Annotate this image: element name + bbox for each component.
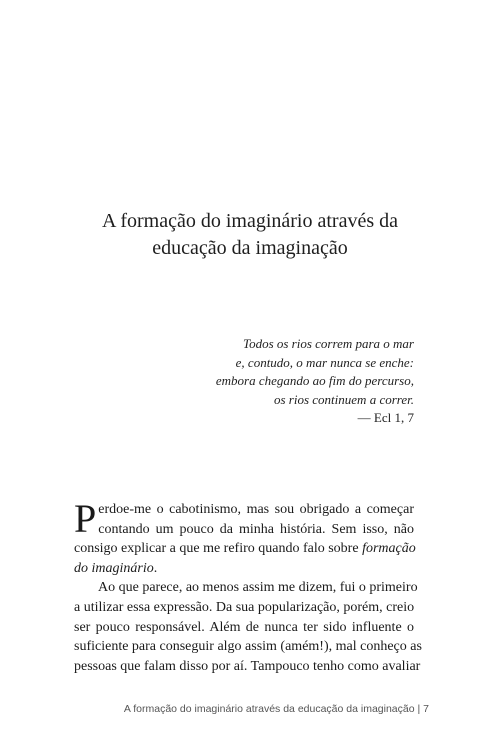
epigraph-line: Todos os rios correm para o mar [243, 336, 414, 351]
paragraph-2 [74, 578, 422, 676]
paragraph-line: Ao que parece, ao menos assim me dizem, fui o primeiro [98, 580, 418, 596]
paragraph-line [74, 539, 414, 559]
paragraph-line: erdoe-me o cabotinismo, mas sou obrigado a começar [98, 502, 414, 517]
footer-separator: | [417, 703, 421, 715]
page-number: 7 [423, 703, 429, 715]
chapter-title [0, 208, 500, 262]
epigraph-line: embora chegando ao fim do percurso, [215, 373, 414, 389]
epigraph [216, 335, 414, 428]
drop-cap: P [74, 496, 97, 541]
paragraph-line: suficiente para conseguir algo assim (amém!), mal conheço as [74, 639, 422, 655]
chapter-title-line-2: educação da imaginação [152, 237, 348, 259]
paragraph-line [74, 559, 414, 579]
epigraph-line: e, contudo, o mar nunca se enche: [235, 354, 414, 370]
paragraph-text: . [153, 560, 158, 576]
running-footer [124, 703, 429, 715]
body-text [74, 496, 422, 676]
paragraph-line: a utilizar essa expressão. Da sua popularização, porém, creio [74, 599, 415, 615]
paragraph-1 [74, 496, 416, 578]
epigraph-citation: — Ecl 1, 7 [357, 410, 414, 426]
paragraph-line: pessoas que falam disso por aí. Tampouco tenho como avaliar [74, 658, 421, 674]
paragraph-text: consigo explicar a que me refiro quando falo sobre [74, 541, 363, 557]
emphasis-text: formação [362, 541, 416, 557]
running-title: A formação do imaginário através da educação da imaginação [123, 703, 415, 715]
epigraph-line: os rios continuem a correr. [274, 391, 414, 407]
emphasis-text: do imaginário [74, 560, 154, 576]
chapter-title-line-1: A formação do imaginário através da [102, 210, 398, 232]
paragraph-line: contando um pouco da minha história. Sem isso, não [98, 521, 414, 537]
paragraph-line: ser pouco responsável. Além de nunca ter sido influente o [74, 619, 414, 635]
